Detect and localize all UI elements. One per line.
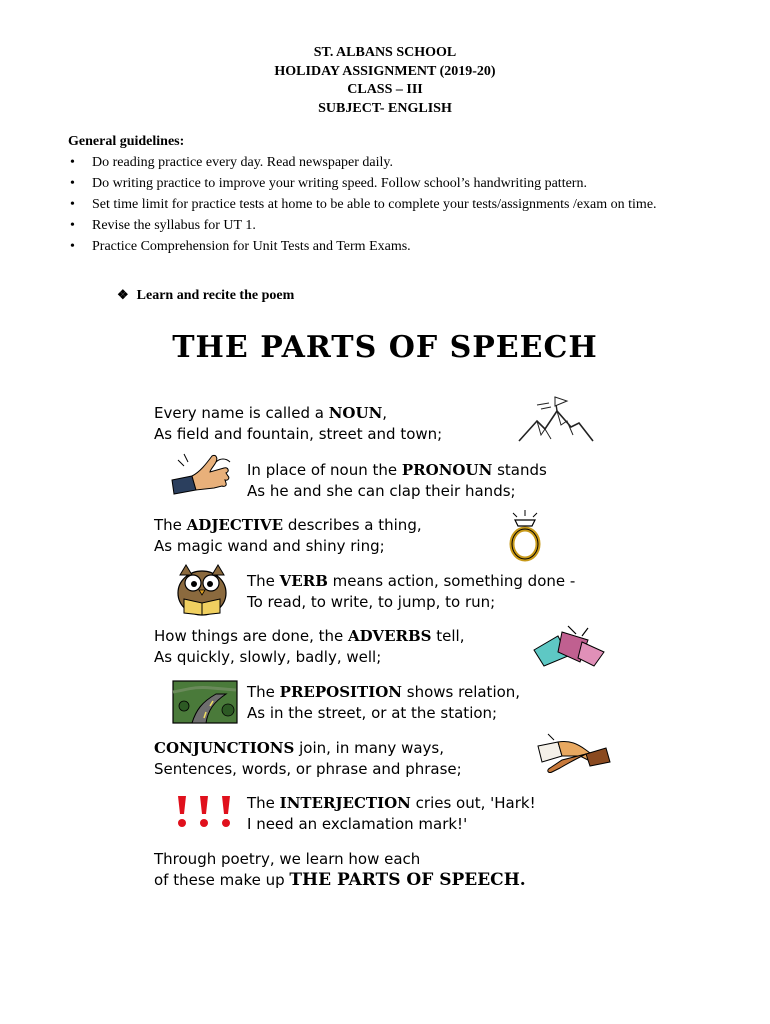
document-header <box>0 44 770 118</box>
closing-keyword: THE PARTS OF SPEECH. <box>289 870 526 890</box>
tumbling-figure-icon <box>528 622 610 670</box>
bullet-icon: • <box>70 176 75 191</box>
reading-owl-icon <box>170 563 234 617</box>
stanza-conjunctions: CONJUNCTIONS join, in many ways, Sentences, words, or phrase and phrase; <box>154 739 462 778</box>
stanza-preposition: The PREPOSITION shows relation, As in the street, or at the station; <box>247 683 521 722</box>
clapping-hands-icon <box>170 450 236 496</box>
list-item: • Revise the syllabus for UT 1. <box>68 215 718 236</box>
keyword-pronoun: PRONOUN <box>401 461 493 479</box>
guidelines-title: General guidelines: <box>68 134 185 149</box>
stanza-verb: The VERB means action, something done - To read, to write, to jump, to run; <box>247 572 576 611</box>
bullet-icon: • <box>70 239 75 254</box>
ring-icon <box>505 508 545 562</box>
list-item: • Do reading practice every day. Read newspaper daily. <box>68 152 718 173</box>
task-instruction: ❖ Learn and recite the poem <box>117 287 295 303</box>
poem-closing: Through poetry, we learn how each of these make up THE PARTS OF SPEECH. <box>154 850 526 890</box>
keyword-verb: VERB <box>279 572 328 590</box>
list-item: • Practice Comprehension for Unit Tests and Term Exams. <box>68 236 718 257</box>
poem-title: THE PARTS OF SPEECH <box>172 330 598 365</box>
street-road-icon <box>172 680 238 724</box>
keyword-interjection: INTERJECTION <box>279 794 411 812</box>
keyword-noun: NOUN <box>328 404 383 422</box>
assignment-title: HOLIDAY ASSIGNMENT (2019-20) <box>274 63 496 79</box>
exclamation-marks-icon <box>172 794 236 830</box>
guidelines-list <box>68 152 718 257</box>
diamond-bullet-icon: ❖ <box>117 287 129 302</box>
mountain-flag-icon <box>515 395 595 447</box>
class-label: CLASS – III <box>347 82 423 97</box>
subject-label: SUBJECT- ENGLISH <box>318 100 452 116</box>
general-guidelines <box>68 131 718 257</box>
stanza-adverbs: How things are done, the ADVERBS tell, As quickly, slowly, badly, well; <box>154 627 465 666</box>
stanza-pronoun: In place of noun the PRONOUN stands As he and she can clap their hands; <box>247 461 547 500</box>
keyword-adjective: ADJECTIVE <box>186 516 284 534</box>
list-item: • Set time limit for practice tests at home to be able to complete your tests/assignments /exam on time. <box>68 194 718 215</box>
stanza-adjective: The ADJECTIVE describes a thing, As magic wand and shiny ring; <box>154 516 422 555</box>
bullet-icon: • <box>70 155 75 170</box>
stanza-noun: Every name is called a NOUN, As field and fountain, street and town; <box>154 404 443 443</box>
stanza-interjection: The INTERJECTION cries out, 'Hark! I need an exclamation mark!' <box>247 794 536 833</box>
keyword-conjunctions: CONJUNCTIONS <box>154 739 295 757</box>
bullet-icon: • <box>70 197 75 212</box>
handshake-icon <box>536 732 612 776</box>
keyword-adverbs: ADVERBS <box>348 627 432 645</box>
bullet-icon: • <box>70 218 75 233</box>
school-name: ST. ALBANS SCHOOL <box>313 45 457 60</box>
list-item: • Do writing practice to improve your writing speed. Follow school’s handwriting pattern. <box>68 173 718 194</box>
keyword-preposition: PREPOSITION <box>279 683 403 701</box>
